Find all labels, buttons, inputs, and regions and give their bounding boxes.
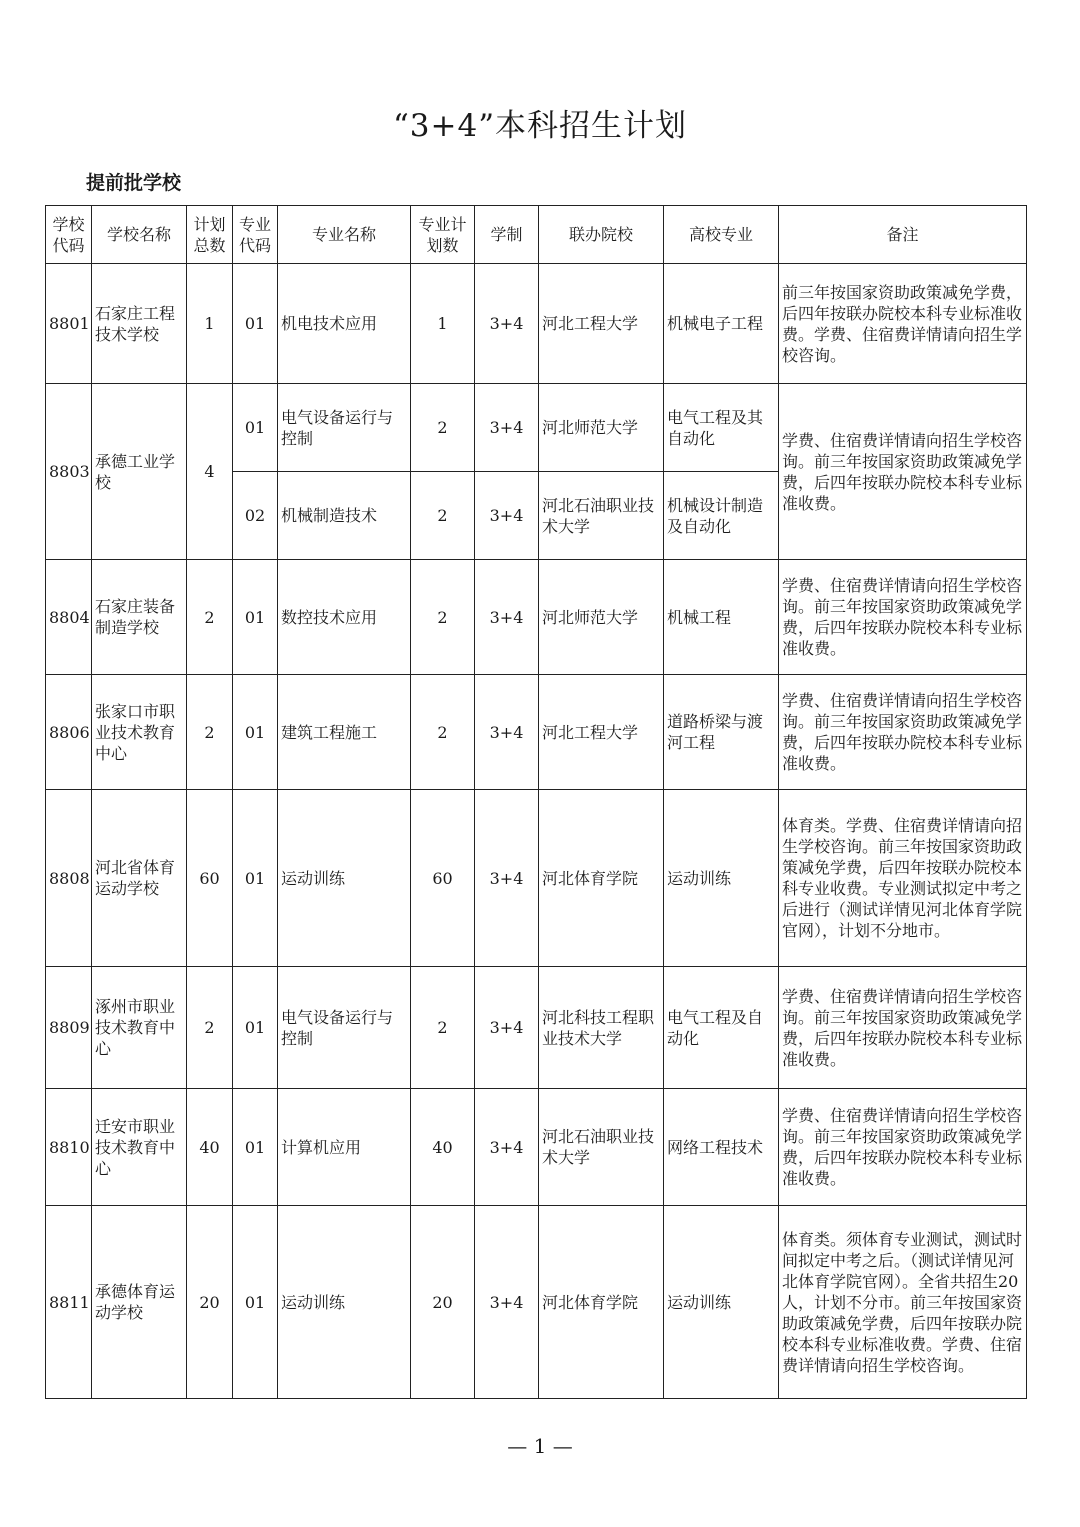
major-name: 计算机应用 xyxy=(278,1089,411,1206)
partner: 河北石油职业技术大学 xyxy=(539,472,664,560)
table-row xyxy=(46,384,1027,472)
page-title: “3+4”本科招生计划 xyxy=(392,108,688,144)
school-code: 8806 xyxy=(46,675,92,790)
major-plan: 20 xyxy=(411,1206,475,1399)
page-number: — 1 — xyxy=(507,1434,573,1458)
univ-major: 运动训练 xyxy=(664,790,779,967)
major-name: 建筑工程施工 xyxy=(278,675,411,790)
school-code: 8809 xyxy=(46,967,92,1089)
header-school-name: 学校名称 xyxy=(92,206,187,264)
major-code: 01 xyxy=(233,560,278,675)
header-major-code: 专业代码 xyxy=(233,206,278,264)
school-code: 8810 xyxy=(46,1089,92,1206)
school-code: 8804 xyxy=(46,560,92,675)
plan-total: 4 xyxy=(187,384,233,560)
system: 3+4 xyxy=(475,1089,539,1206)
header-system: 学制 xyxy=(475,206,539,264)
plan-total: 2 xyxy=(187,675,233,790)
table-header-row xyxy=(46,206,1027,264)
school-name: 涿州市职业技术教育中心 xyxy=(92,967,187,1089)
plan-total: 1 xyxy=(187,264,233,384)
system: 3+4 xyxy=(475,790,539,967)
header-univ-major: 高校专业 xyxy=(664,206,779,264)
table-row xyxy=(46,790,1027,967)
major-plan: 2 xyxy=(411,472,475,560)
remarks: 体育类。须体育专业测试，测试时间拟定中考之后。（测试详情见河北体育学院官网）。全省共招生20人，计划不分市。前三年按国家资助政策减免学费，后四年按联办院校本科专业标准收费。学费、住宿费详情请向招生学校咨询。 xyxy=(779,1206,1027,1399)
section-subtitle: 提前批学校 xyxy=(86,172,182,194)
system: 3+4 xyxy=(475,967,539,1089)
major-name: 机电技术应用 xyxy=(278,264,411,384)
table-row xyxy=(46,560,1027,675)
header-major-plan: 专业计划数 xyxy=(411,206,475,264)
univ-major: 网络工程技术 xyxy=(664,1089,779,1206)
remarks: 学费、住宿费详情请向招生学校咨询。前三年按国家资助政策减免学费，后四年按联办院校本科专业标准收费。 xyxy=(779,560,1027,675)
univ-major: 电气工程及其自动化 xyxy=(664,384,779,472)
major-plan: 1 xyxy=(411,264,475,384)
partner: 河北体育学院 xyxy=(539,1206,664,1399)
plan-total: 2 xyxy=(187,560,233,675)
table-row xyxy=(46,675,1027,790)
plan-total: 40 xyxy=(187,1089,233,1206)
school-code: 8808 xyxy=(46,790,92,967)
partner: 河北科技工程职业技术大学 xyxy=(539,967,664,1089)
major-name: 电气设备运行与控制 xyxy=(278,384,411,472)
major-code: 01 xyxy=(233,1089,278,1206)
partner: 河北石油职业技术大学 xyxy=(539,1089,664,1206)
partner: 河北体育学院 xyxy=(539,790,664,967)
school-code: 8801 xyxy=(46,264,92,384)
school-name: 迁安市职业技术教育中心 xyxy=(92,1089,187,1206)
major-name: 数控技术应用 xyxy=(278,560,411,675)
table-row xyxy=(46,967,1027,1089)
major-name: 运动训练 xyxy=(278,1206,411,1399)
remarks: 前三年按国家资助政策减免学费，后四年按联办院校本科专业标准收费。学费、住宿费详情请向招生学校咨询。 xyxy=(779,264,1027,384)
major-plan: 2 xyxy=(411,384,475,472)
system: 3+4 xyxy=(475,675,539,790)
plan-total: 60 xyxy=(187,790,233,967)
header-school-code: 学校代码 xyxy=(46,206,92,264)
system: 3+4 xyxy=(475,560,539,675)
school-name: 承德体育运动学校 xyxy=(92,1206,187,1399)
header-major-name: 专业名称 xyxy=(278,206,411,264)
major-code: 01 xyxy=(233,790,278,967)
major-code: 01 xyxy=(233,264,278,384)
major-code: 01 xyxy=(233,967,278,1089)
major-code: 02 xyxy=(233,472,278,560)
remarks: 学费、住宿费详情请向招生学校咨询。前三年按国家资助政策减免学费，后四年按联办院校本科专业标准收费。 xyxy=(779,967,1027,1089)
univ-major: 机械工程 xyxy=(664,560,779,675)
table-row xyxy=(46,1089,1027,1206)
major-name: 运动训练 xyxy=(278,790,411,967)
univ-major: 机械设计制造及自动化 xyxy=(664,472,779,560)
school-name: 河北省体育运动学校 xyxy=(92,790,187,967)
major-plan: 2 xyxy=(411,967,475,1089)
univ-major: 运动训练 xyxy=(664,1206,779,1399)
table-row xyxy=(46,1206,1027,1399)
header-plan-total: 计划总数 xyxy=(187,206,233,264)
major-plan: 60 xyxy=(411,790,475,967)
remarks: 学费、住宿费详情请向招生学校咨询。前三年按国家资助政策减免学费，后四年按联办院校本科专业标准收费。 xyxy=(779,384,1027,560)
partner: 河北工程大学 xyxy=(539,264,664,384)
major-code: 01 xyxy=(233,1206,278,1399)
school-name: 承德工业学校 xyxy=(92,384,187,560)
system: 3+4 xyxy=(475,1206,539,1399)
plan-total: 20 xyxy=(187,1206,233,1399)
school-name: 石家庄工程技术学校 xyxy=(92,264,187,384)
school-code: 8803 xyxy=(46,384,92,560)
major-plan: 2 xyxy=(411,560,475,675)
remarks: 学费、住宿费详情请向招生学校咨询。前三年按国家资助政策减免学费，后四年按联办院校本科专业标准收费。 xyxy=(779,675,1027,790)
system: 3+4 xyxy=(475,264,539,384)
school-name: 石家庄装备制造学校 xyxy=(92,560,187,675)
remarks: 体育类。学费、住宿费详情请向招生学校咨询。前三年按国家资助政策减免学费，后四年按联办院校本科专业收费。专业测试拟定中考之后进行（测试详情见河北体育学院官网），计划不分地市。 xyxy=(779,790,1027,967)
major-code: 01 xyxy=(233,384,278,472)
header-remarks: 备注 xyxy=(779,206,1027,264)
partner: 河北师范大学 xyxy=(539,560,664,675)
remarks: 学费、住宿费详情请向招生学校咨询。前三年按国家资助政策减免学费，后四年按联办院校本科专业标准收费。 xyxy=(779,1089,1027,1206)
univ-major: 机械电子工程 xyxy=(664,264,779,384)
system: 3+4 xyxy=(475,384,539,472)
major-name: 机械制造技术 xyxy=(278,472,411,560)
univ-major: 电气工程及自动化 xyxy=(664,967,779,1089)
school-code: 8811 xyxy=(46,1206,92,1399)
major-name: 电气设备运行与控制 xyxy=(278,967,411,1089)
major-plan: 2 xyxy=(411,675,475,790)
table-row xyxy=(46,264,1027,384)
plan-total: 2 xyxy=(187,967,233,1089)
major-plan: 40 xyxy=(411,1089,475,1206)
header-partner: 联办院校 xyxy=(539,206,664,264)
enrollment-plan-table xyxy=(45,205,1027,1399)
univ-major: 道路桥梁与渡河工程 xyxy=(664,675,779,790)
major-code: 01 xyxy=(233,675,278,790)
partner: 河北师范大学 xyxy=(539,384,664,472)
system: 3+4 xyxy=(475,472,539,560)
school-name: 张家口市职业技术教育中心 xyxy=(92,675,187,790)
partner: 河北工程大学 xyxy=(539,675,664,790)
